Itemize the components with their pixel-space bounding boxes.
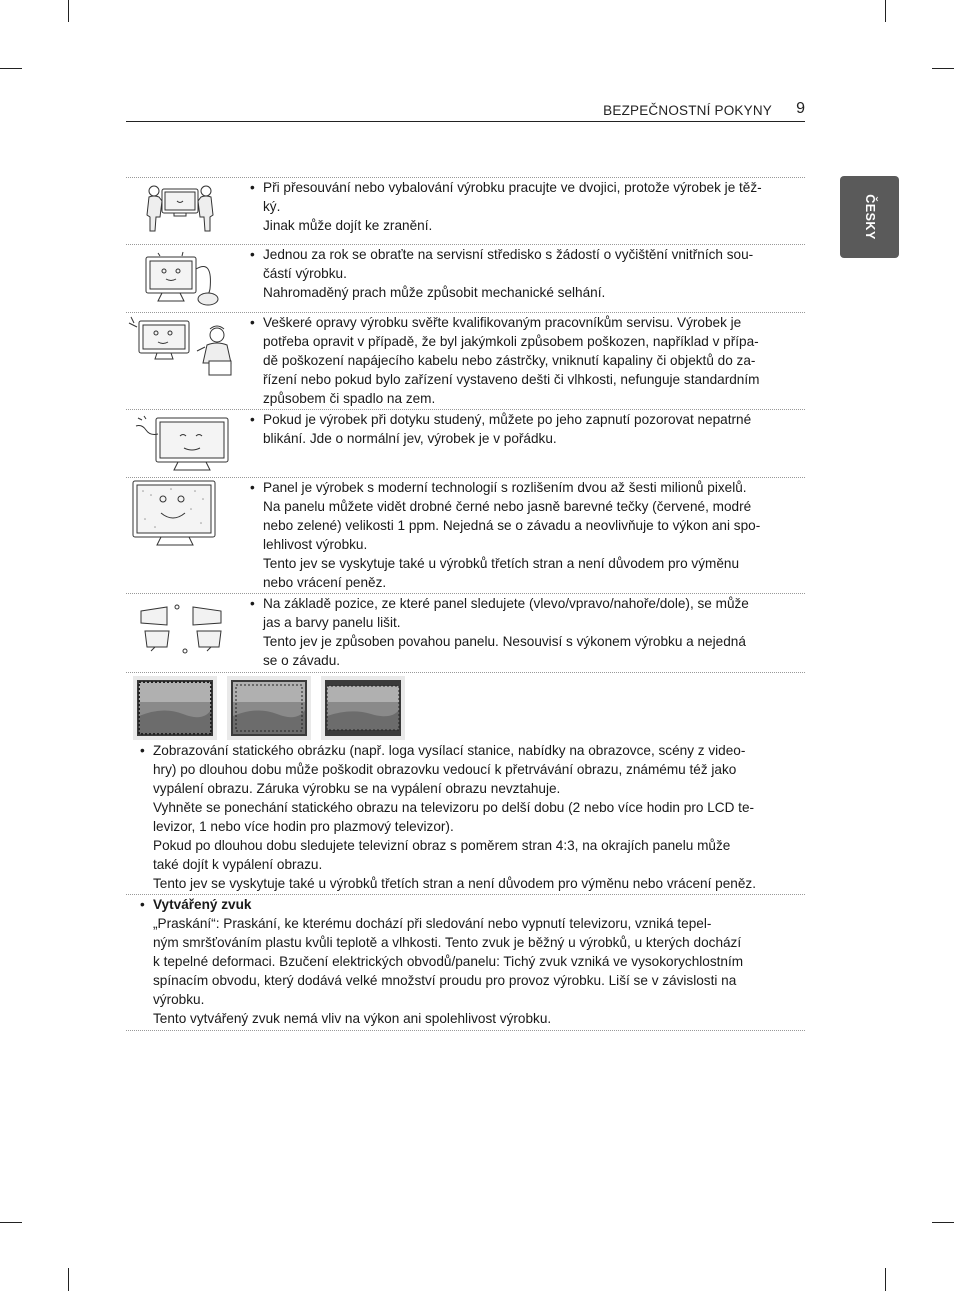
crop-mark bbox=[932, 68, 954, 69]
static-text-line: Pokud po dlouhou dobu sledujete televizní obraz s poměrem stran 4:3, na okrajích panelu může bbox=[153, 838, 731, 853]
item-text-line: Tento jev se vyskytuje také u výrobků třetích stran a není důvodem pro výměnu bbox=[263, 556, 740, 571]
item-text-line: lehlivost výrobku. bbox=[263, 537, 368, 552]
static-text-line: Tento jev se vyskytuje také u výrobků třetích stran a není důvodem pro výměnu nebo vrácení peněz. bbox=[153, 876, 756, 891]
cold-tv-illustration bbox=[132, 412, 232, 474]
bullet-icon: • bbox=[250, 596, 255, 611]
bullet-icon: • bbox=[250, 315, 255, 330]
static-text-line: hry) po dlouhou dobu může poškodit obrazovku vedoucí k přetrvávání obrazu, známému též jako bbox=[153, 762, 737, 777]
static-text-line: levizor, 1 nebo více hodin pro plazmový televizor). bbox=[153, 819, 454, 834]
item-text-line: dě poškození napájecího kabelu nebo zástrčky, vniknutí kapaliny či objektů do za- bbox=[263, 353, 756, 368]
crop-mark bbox=[0, 1222, 22, 1223]
sound-text-line: Tento vytvářený zvuk nemá vliv na výkon ani spolehlivost výrobku. bbox=[153, 1011, 552, 1026]
item-text-line: způsobem či spadlo na zem. bbox=[263, 391, 436, 406]
crop-mark bbox=[885, 1268, 886, 1291]
language-tab-label: ČESKY bbox=[862, 194, 877, 240]
item-text-line: Jinak může dojít ke zranění. bbox=[263, 218, 433, 233]
tv-cleaning-illustration bbox=[138, 249, 228, 309]
language-tab bbox=[840, 176, 899, 258]
static-text-line: Zobrazování statického obrázku (např. loga vysílací stanice, nabídky na obrazovce, scény z video- bbox=[153, 743, 746, 758]
static-text-line: Vyhněte se ponechání statického obrazu na televizoru po delší dobu (2 nebo více hodin pro LCD te- bbox=[153, 800, 755, 815]
bullet-icon: • bbox=[250, 180, 255, 195]
item-text-line: Nahromaděný prach může způsobit mechanické selhání. bbox=[263, 285, 606, 300]
sound-text-line: „Praskání“: Praskání, ke kterému dochází při sledování nebo vypnutí televizoru, vzniká tepel- bbox=[153, 916, 712, 931]
sound-text-line: spínacím obvodu, který dodává velké množství proudu pro provoz výrobku. Liší se v závislosti na bbox=[153, 973, 737, 988]
crop-mark bbox=[932, 1222, 954, 1223]
burn-in-screen-image-1 bbox=[133, 676, 217, 740]
burn-in-screen-image-3 bbox=[321, 676, 405, 740]
safety-item-cleaning bbox=[263, 245, 793, 302]
row-divider bbox=[126, 672, 805, 673]
item-text-line: Pokud je výrobek při dotyku studený, můžete po jeho zapnutí pozorovat nepatrné bbox=[263, 412, 752, 427]
item-text-line: Tento jev je způsoben povahou panelu. Nesouvisí s výkonem výrobku a nejedná bbox=[263, 634, 746, 649]
sound-text-line: k tepelné deformaci. Bzučení elektrických obvodů/panelu: Tichý zvuk vzniká ve vysokorychlostním bbox=[153, 954, 744, 969]
burn-in-screen-image-2 bbox=[227, 676, 311, 740]
page-number: 9 bbox=[796, 100, 805, 117]
item-text-line: jas a barvy panelu lišit. bbox=[263, 615, 401, 630]
item-text-line: Na základě pozice, ze které panel sledujete (vlevo/vpravo/nahoře/dole), se může bbox=[263, 596, 749, 611]
item-text-line: Jednou za rok se obraťte na servisní středisko s žádostí o vyčištění vnitřních sou- bbox=[263, 247, 754, 262]
sound-section bbox=[153, 895, 798, 1028]
item-text-line: Při přesouvání nebo vybalování výrobku pracujte ve dvojici, protože výrobek je těž- bbox=[263, 180, 762, 195]
tv-repair-service-illustration bbox=[127, 315, 239, 377]
item-text-line: se o závadu. bbox=[263, 653, 341, 668]
crop-mark bbox=[885, 0, 886, 22]
item-text-line: Veškeré opravy výrobku svěřte kvalifikovaným pracovníkům servisu. Výrobek je bbox=[263, 315, 742, 330]
safety-item-repairs bbox=[263, 313, 793, 408]
sound-heading: Vytvářený zvuk bbox=[153, 897, 252, 912]
bullet-icon: • bbox=[250, 412, 255, 427]
row-divider bbox=[126, 1030, 805, 1031]
page-header bbox=[126, 99, 805, 122]
static-text-line: také dojít k vypálení obrazu. bbox=[153, 857, 323, 872]
item-text-line: potřeba opravit v případě, že byl jakýmkoli způsobem poškozen, například v přípa- bbox=[263, 334, 759, 349]
crop-mark bbox=[68, 0, 69, 22]
item-text-line: Panel je výrobek s moderní technologií s rozlišením dvou až šesti milionů pixelů. bbox=[263, 480, 747, 495]
bullet-icon: • bbox=[250, 480, 255, 495]
bullet-icon: • bbox=[140, 897, 145, 912]
pixel-panel-illustration bbox=[131, 479, 217, 547]
item-text-line: nebo zelené) velikosti 1 ppm. Nejedná se o závadu a neovlivňuje to výkon ani spo- bbox=[263, 518, 761, 533]
item-text-line: blikání. Jde o normální jev, výrobek je v pořádku. bbox=[263, 431, 557, 446]
two-people-carrying-tv-illustration bbox=[140, 181, 220, 239]
item-text-line: ký. bbox=[263, 199, 281, 214]
item-text-line: Na panelu můžete vidět drobné černé nebo jasně barevné tečky (červené, modré bbox=[263, 499, 752, 514]
safety-item-pixels bbox=[263, 478, 793, 592]
safety-item-viewing-angle bbox=[263, 594, 793, 670]
item-text-line: částí výrobku. bbox=[263, 266, 347, 281]
sound-text-line: ným smršťováním plastu kvůli teplotě a vlhkosti. Tento zvuk je běžný u výrobků, u kterých dochází bbox=[153, 935, 742, 950]
crop-mark bbox=[68, 1268, 69, 1291]
crop-mark bbox=[0, 68, 22, 69]
item-text-line: řízení nebo pokud bylo zařízení vystaveno dešti či vlhkosti, nefunguje standardním bbox=[263, 372, 760, 387]
bullet-icon: • bbox=[250, 247, 255, 262]
static-image-warning bbox=[153, 741, 798, 893]
bullet-icon: • bbox=[140, 743, 145, 758]
static-text-line: vypálení obrazu. Záruka výrobku se na vypálení obrazu nevztahuje. bbox=[153, 781, 561, 796]
safety-item-moving bbox=[263, 178, 793, 235]
viewing-angle-illustration bbox=[137, 601, 227, 657]
sound-text-line: výrobku. bbox=[153, 992, 205, 1007]
item-text-line: nebo vrácení peněz. bbox=[263, 575, 387, 590]
section-title: BEZPEČNOSTNÍ POKYNY bbox=[603, 103, 772, 118]
safety-item-cold bbox=[263, 410, 793, 448]
